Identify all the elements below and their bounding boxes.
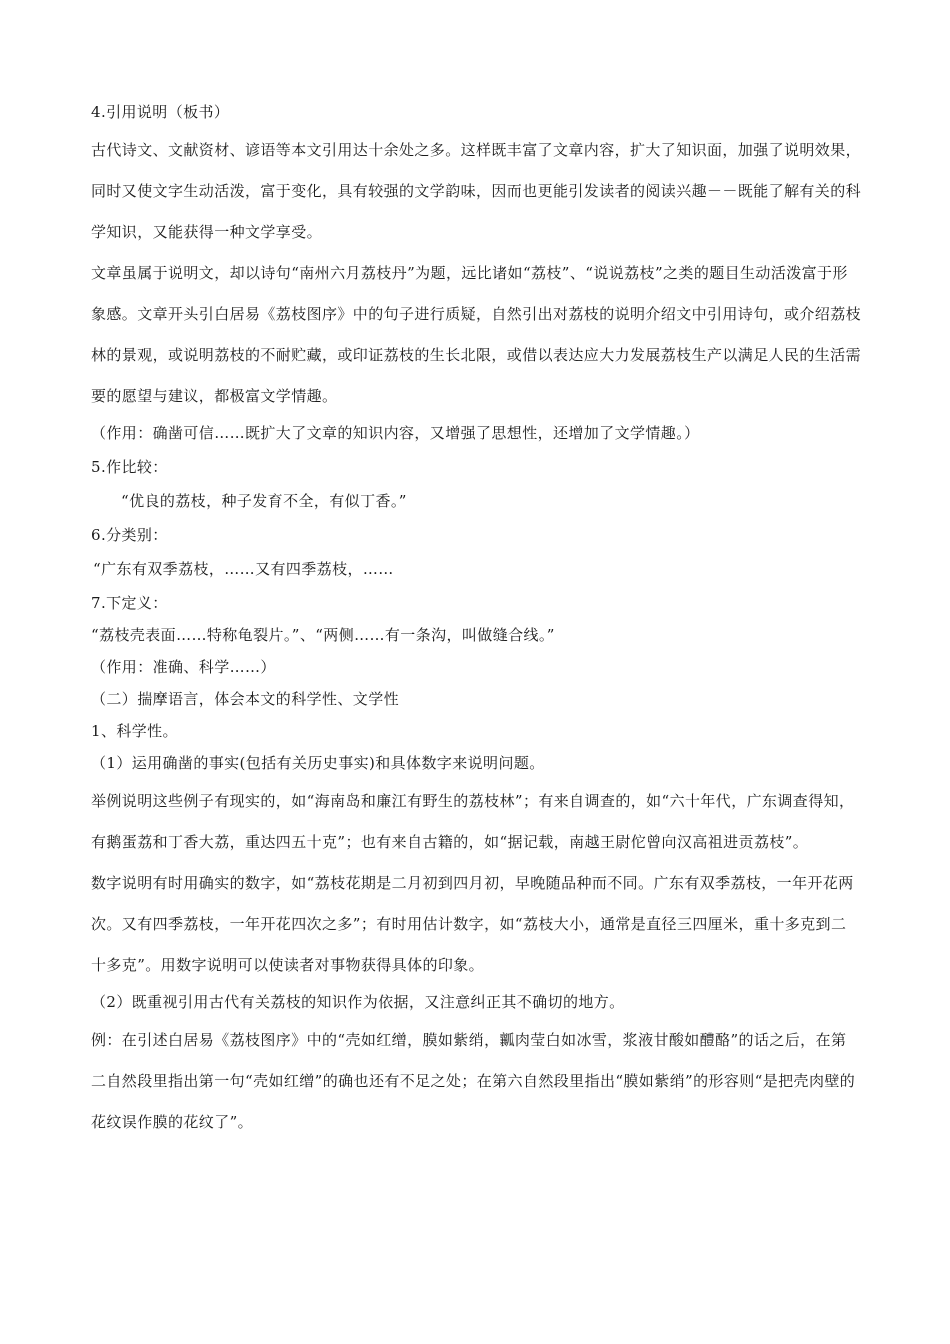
point-facts-numbers: （1）运用确凿的事实(包括有关历史事实)和具体数字来说明问题。	[91, 754, 545, 772]
heading-comparison: 5.作比较：	[91, 458, 168, 476]
paragraph-title-analysis: 文章虽属于说明文，却以诗句“南州六月荔枝丹”为题，远比诸如“荔枝”、“说说荔枝”之类的题目生动活泼富于形象感。文章开头引白居易《荔枝图序》中的句子进行质疑，自然引出对荔枝的说明介绍文中引用诗句，或介绍荔枝林的景观，或说明荔枝的不耐贮藏，或印证荔枝的生长北限，或借以表达应大力发展荔枝生产以满足人民的生活需要的愿望与建议，都极富文学情趣。	[91, 264, 862, 405]
subheading-scientific: 1、科学性。	[91, 722, 178, 740]
paragraph-correction-example: 例：在引述白居易《荔枝图序》中的“壳如红缯，膜如紫绡，瓤肉莹白如冰雪，浆液甘酸如醴酪”的话之后，在第二自然段里指出第一句“壳如红缯”的确也还有不足之处；在第六自然段里指出“膜如紫绡”的形容则“是把壳肉壁的花纹误作膜的花纹了”。	[91, 1031, 856, 1131]
paragraph-quotation-effect: 古代诗文、文献资材、谚语等本文引用达十余处之多。这样既丰富了文章内容，扩大了知识面，加强了说明效果，同时又使文字生动活泼，富于变化，具有较强的文学韵味，因而也更能引发读者的阅读兴趣－－既能了解有关的科学知识，又能获得一种文学享受。	[91, 141, 862, 241]
paragraph-examples: 举例说明这些例子有现实的，如“海南岛和廉江有野生的荔枝林”；有来自调查的，如“六十年代，广东调查得知，有鹅蛋荔和丁香大荔，重达四五十克”；也有来自古籍的，如“据记载，南越王尉佗曾向汉高祖进贡荔枝”。	[91, 792, 855, 851]
heading-definition: 7.下定义：	[91, 594, 168, 612]
quote-comparison: “优良的荔枝，种子发育不全，有似丁香。”	[121, 492, 407, 510]
quote-classification: “广东有双季荔枝，……又有四季荔枝，……	[93, 560, 394, 578]
note-definition-function: （作用：准确、科学……）	[91, 658, 276, 676]
point-ancient-knowledge: （2）既重视引用古代有关荔枝的知识作为依据，又注意纠正其不确切的地方。	[91, 993, 625, 1011]
document-body	[91, 98, 861, 1143]
section-heading-language: （二）揣摩语言，体会本文的科学性、文学性	[91, 690, 400, 708]
heading-classification: 6.分类别：	[91, 526, 168, 544]
heading-quotation: 4.引用说明（板书）	[91, 103, 230, 121]
note-quotation-function: （作用：确凿可信……既扩大了文章的知识内容，又增强了思想性，还增加了文学情趣。）	[91, 424, 700, 442]
quote-definition: “荔枝壳表面……特称龟裂片。”、“两侧……有一条沟，叫做缝合线。”	[91, 626, 555, 644]
paragraph-numbers: 数字说明有时用确实的数字，如“荔枝花期是二月初到四月初，早晚随品种而不同。广东有双季荔枝，一年开花两次。又有四季荔枝，一年开花四次之多”；有时用估计数字，如“荔枝大小，通常是直径三四厘米，重十多克到二十多克”。用数字说明可以使读者对事物获得具体的印象。	[91, 874, 854, 974]
